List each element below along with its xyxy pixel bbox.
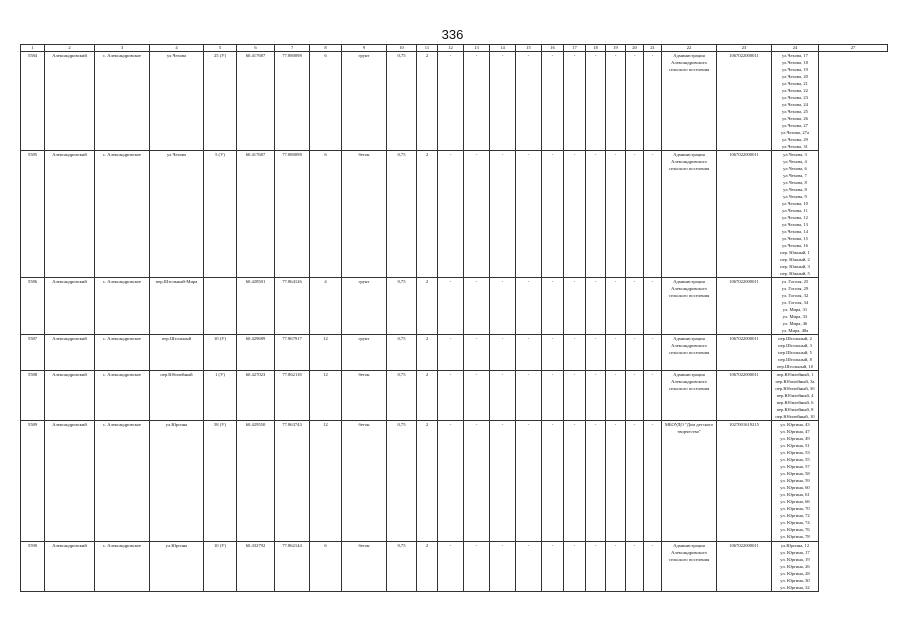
empty-value-cell: - [438, 151, 464, 278]
empty-value-cell: - [606, 421, 626, 542]
addresses-cell [772, 52, 819, 151]
address-line: ул. Юргина, 32 [780, 585, 810, 590]
address-line: ул. Юргина, 53 [780, 450, 810, 455]
address-line: пер.Штольный, 3 [778, 343, 812, 348]
settlement-cell: с. Александровское [95, 421, 150, 542]
column-header: 5 [204, 45, 237, 52]
address-line: ул.Чехова, 16 [782, 243, 808, 248]
row-number-cell: 5589 [21, 421, 45, 542]
address-line: пер. Южный, 5 [780, 271, 810, 276]
empty-value-cell: - [626, 421, 644, 542]
empty-value-cell: - [542, 421, 564, 542]
latitude-cell: 60.427023 [237, 371, 275, 421]
address-line: ул.Чехова, 31 [782, 144, 808, 149]
container-count-cell: 2 [417, 421, 438, 542]
addresses-cell [772, 421, 819, 542]
addresses-cell [772, 151, 819, 278]
address-line: ул.Чехова, 14 [782, 229, 808, 234]
address-line: пер.Штольный, 2 [778, 336, 812, 341]
latitude-cell: 60.432792 [237, 542, 275, 592]
empty-value-cell: - [644, 371, 662, 421]
column-header: 11 [417, 45, 438, 52]
column-header: 17 [564, 45, 586, 52]
column-header: 6 [237, 45, 275, 52]
container-count-cell: 2 [417, 151, 438, 278]
empty-value-cell: - [542, 335, 564, 371]
address-line: пер.Штольный, 5 [778, 350, 812, 355]
empty-value-cell: - [464, 151, 490, 278]
empty-value-cell: - [626, 151, 644, 278]
settlement-cell: с. Александровское [95, 52, 150, 151]
ogrn-cell: 1067022000011 [717, 52, 772, 151]
volume-cell: 0,75 [387, 335, 417, 371]
container-count-cell: 2 [417, 542, 438, 592]
empty-value-cell: - [564, 371, 586, 421]
empty-value-cell: - [490, 52, 516, 151]
column-header: 4 [150, 45, 204, 52]
address-line: ул. Юргина, 57 [780, 464, 810, 469]
empty-value-cell: - [586, 421, 606, 542]
empty-value-cell: - [516, 52, 542, 151]
empty-value-cell: - [516, 278, 542, 335]
longitude-cell: 77.862144 [275, 542, 310, 592]
area-cell: 6 [310, 542, 342, 592]
address-line: ул.Чехова, 24 [782, 102, 808, 107]
addresses-cell [772, 542, 819, 592]
address-line: ул.Чехова, 18 [782, 60, 808, 65]
addresses-cell [772, 335, 819, 371]
table-row [21, 52, 888, 151]
container-count-cell: 2 [417, 371, 438, 421]
empty-value-cell: - [438, 335, 464, 371]
owner-cell: Администрация Александровского сельского поселения [662, 371, 717, 421]
house-cell [204, 278, 237, 335]
table-row [21, 335, 888, 371]
empty-value-cell: - [644, 335, 662, 371]
column-header: 15 [516, 45, 542, 52]
empty-value-cell: - [606, 52, 626, 151]
empty-value-cell: - [644, 52, 662, 151]
ogrn-cell: 1067022000011 [717, 542, 772, 592]
address-line: ул.Чехова, 29 [782, 137, 808, 142]
surface-cell: бетон [342, 151, 387, 278]
empty-value-cell: - [564, 542, 586, 592]
address-line: ул.Чехова, 6 [783, 166, 807, 171]
address-line: ул.Чехова, 20 [782, 74, 808, 79]
owner-cell: Администрация Александровского сельского поселения [662, 151, 717, 278]
address-line: ул.Чехова, 11 [782, 208, 808, 213]
row-number-cell: 5590 [21, 542, 45, 592]
address-line: ул.Чехова, 8 [783, 180, 807, 185]
ogrn-cell: 1067022000011 [717, 151, 772, 278]
empty-value-cell: - [464, 335, 490, 371]
empty-value-cell: - [464, 542, 490, 592]
area-cell: 12 [310, 371, 342, 421]
empty-value-cell: - [564, 278, 586, 335]
volume-cell: 0,75 [387, 542, 417, 592]
surface-cell: бетон [342, 421, 387, 542]
longitude-cell: 77.867917 [275, 335, 310, 371]
settlement-cell: с. Александровское [95, 335, 150, 371]
owner-cell: МБОУДО "Дом детского творчества" [662, 421, 717, 542]
address-line: ул.Чехова, 13 [782, 222, 808, 227]
empty-value-cell: - [490, 335, 516, 371]
house-cell: 25 (У) [204, 52, 237, 151]
table-row [21, 542, 888, 592]
district-cell: Александровский [45, 542, 95, 592]
table-body [21, 52, 888, 592]
owner-cell: Администрация Александровского сельского поселения [662, 52, 717, 151]
empty-value-cell: - [464, 52, 490, 151]
house-cell: 10 (У) [204, 542, 237, 592]
column-header: 22 [662, 45, 717, 52]
address-line: ул. Юргина, 61 [780, 492, 810, 497]
longitude-cell: 77.880098 [275, 151, 310, 278]
address-line: ул. Юргина, 76 [780, 527, 810, 532]
street-cell: ул.Чехова [150, 151, 204, 278]
column-header: 16 [542, 45, 564, 52]
column-header: 21 [644, 45, 662, 52]
district-cell: Александровский [45, 421, 95, 542]
district-cell: Александровский [45, 371, 95, 421]
address-line: ул. Юргина, 26 [780, 564, 810, 569]
longitude-cell: 77.864126 [275, 278, 310, 335]
empty-value-cell: - [564, 335, 586, 371]
empty-value-cell: - [586, 371, 606, 421]
empty-value-cell: - [586, 335, 606, 371]
address-line: ул. Юргина, 55 [780, 457, 810, 462]
empty-value-cell: - [542, 278, 564, 335]
container-count-cell: 2 [417, 52, 438, 151]
column-header: 10 [387, 45, 417, 52]
empty-value-cell: - [490, 542, 516, 592]
empty-value-cell: - [516, 151, 542, 278]
container-count-cell: 2 [417, 278, 438, 335]
column-header: 8 [310, 45, 342, 52]
district-cell: Александровский [45, 335, 95, 371]
address-line: ул. Юргина, 70 [780, 506, 810, 511]
empty-value-cell: - [644, 421, 662, 542]
table-row [21, 371, 888, 421]
empty-value-cell: - [490, 371, 516, 421]
surface-cell: грунт [342, 278, 387, 335]
empty-value-cell: - [438, 52, 464, 151]
address-line: ул. Гоголя, 29 [781, 286, 809, 291]
latitude-cell: 60.429689 [237, 335, 275, 371]
address-line: ул. Мира, 31 [782, 307, 808, 312]
address-line: ул. Юргина, 49 [780, 436, 810, 441]
empty-value-cell: - [438, 542, 464, 592]
empty-value-cell: - [606, 151, 626, 278]
address-line: ул. Юргина, 74 [780, 520, 810, 525]
address-line: ул. Юргина, 17 [780, 550, 810, 555]
empty-value-cell: - [564, 151, 586, 278]
address-line: ул.Чехова, 22 [782, 88, 808, 93]
row-number-cell: 5584 [21, 52, 45, 151]
address-line: ул. Юргина, 47 [780, 429, 810, 434]
area-cell: 12 [310, 335, 342, 371]
settlement-cell: с. Александровское [95, 542, 150, 592]
latitude-cell: 60.428501 [237, 278, 275, 335]
empty-value-cell: - [626, 278, 644, 335]
address-line: пер. Южный, 1 [780, 250, 810, 255]
address-line: ул.Чехова, 27а [781, 130, 809, 135]
column-header: 3 [95, 45, 150, 52]
empty-value-cell: - [438, 421, 464, 542]
house-cell: 58 (У) [204, 421, 237, 542]
address-line: ул. Юргина, 78 [780, 534, 810, 539]
street-cell: ул.Юргина [150, 421, 204, 542]
address-line: пер.Юбилейный, 8 [776, 407, 814, 412]
district-cell: Александровский [45, 278, 95, 335]
address-line: ул. Юргина, 72 [780, 513, 810, 518]
empty-value-cell: - [542, 542, 564, 592]
street-cell: пер.Штольный [150, 335, 204, 371]
surface-cell: грунт [342, 335, 387, 371]
addresses-cell [772, 278, 819, 335]
address-line: ул. Мира, 46 [782, 321, 808, 326]
settlement-cell: с. Александровское [95, 278, 150, 335]
address-line: ул. Юргина, 30 [780, 578, 810, 583]
empty-value-cell: - [542, 52, 564, 151]
address-line: пер. Южный, 3 [780, 264, 810, 269]
settlement-cell: с. Александровское [95, 371, 150, 421]
address-line: ул. Юргина, 51 [780, 443, 810, 448]
empty-value-cell: - [626, 542, 644, 592]
address-line: ул.Чехова, 15 [782, 236, 808, 241]
empty-value-cell: - [516, 371, 542, 421]
address-line: пер.Штольный, 10 [776, 364, 814, 369]
column-header: 7 [275, 45, 310, 52]
empty-value-cell: - [626, 371, 644, 421]
empty-value-cell: - [644, 151, 662, 278]
column-header: 13 [464, 45, 490, 52]
longitude-cell: 77.863743 [275, 421, 310, 542]
address-line: ул.Чехова, 19 [782, 67, 808, 72]
address-line: ул.Чехова, 7 [783, 173, 807, 178]
area-cell: 6 [310, 52, 342, 151]
address-line: ул.Чехова, 8 [783, 187, 807, 192]
address-line: ул. Юргина, 43 [780, 422, 810, 427]
address-line: ул.Чехова, 21 [782, 81, 808, 86]
address-line: ул.Чехова, 10 [782, 201, 808, 206]
empty-value-cell: - [606, 542, 626, 592]
empty-value-cell: - [464, 421, 490, 542]
column-header: 9 [342, 45, 387, 52]
addresses-cell [772, 371, 819, 421]
address-line: ул.Юргина, 12 [780, 543, 810, 548]
longitude-cell: 77.880098 [275, 52, 310, 151]
volume-cell: 0,75 [387, 371, 417, 421]
address-line: пер.Юбилейный, 4 [776, 393, 814, 398]
address-line: ул.Чехова, 26 [782, 116, 808, 121]
row-number-cell: 5586 [21, 278, 45, 335]
street-cell: ул.Юргина [150, 542, 204, 592]
column-header: 2 [45, 45, 95, 52]
address-line: ул. Гоголя, 32 [781, 293, 809, 298]
empty-value-cell: - [464, 278, 490, 335]
empty-value-cell: - [586, 151, 606, 278]
area-cell: 4 [310, 278, 342, 335]
address-line: ул. Юргина, 58 [780, 471, 810, 476]
address-line: ул. Юргина, 28 [780, 571, 810, 576]
address-line: ул. Юргина, 60 [780, 485, 810, 490]
address-line: пер. Южный, 2 [780, 257, 810, 262]
page-number: 336 [441, 27, 464, 42]
column-header: 24 [772, 45, 819, 52]
empty-value-cell: - [606, 371, 626, 421]
address-line: ул. Мира, 48а [781, 328, 809, 333]
address-line: ул.Чехова, 3 [783, 152, 807, 157]
empty-value-cell: - [438, 371, 464, 421]
owner-cell: Администрация Александровского сельского поселения [662, 278, 717, 335]
district-cell: Александровский [45, 151, 95, 278]
latitude-cell: 60.429550 [237, 421, 275, 542]
longitude-cell: 77.862118 [275, 371, 310, 421]
empty-value-cell: - [564, 421, 586, 542]
volume-cell: 0,75 [387, 278, 417, 335]
address-line: пер.Юбилейный, 3а [775, 379, 815, 384]
column-header: 19 [606, 45, 626, 52]
house-cell: 10 (У) [204, 335, 237, 371]
empty-value-cell: - [516, 421, 542, 542]
address-line: ул.Чехова, 17 [782, 53, 808, 58]
street-cell: ул.Чехова [150, 52, 204, 151]
address-line: пер.Юбилейный, 1 [776, 372, 814, 377]
column-header: 1 [21, 45, 45, 52]
empty-value-cell: - [606, 278, 626, 335]
empty-value-cell: - [564, 52, 586, 151]
column-header: 18 [586, 45, 606, 52]
table-row [21, 151, 888, 278]
column-header: 14 [490, 45, 516, 52]
empty-value-cell: - [644, 278, 662, 335]
ogrn-cell: 1027001619215 [717, 421, 772, 542]
register-table [20, 44, 888, 592]
address-line: ул. Гоголя, 25 [781, 279, 809, 284]
address-line: пер.Штольный, 8 [778, 357, 812, 362]
ogrn-cell: 1067022000011 [717, 371, 772, 421]
table-row [21, 421, 888, 542]
settlement-cell: с. Александровское [95, 151, 150, 278]
house-cell: 1 (У) [204, 371, 237, 421]
latitude-cell: 60.417687 [237, 151, 275, 278]
surface-cell: бетон [342, 542, 387, 592]
address-line: ул.Чехова, 23 [782, 95, 808, 100]
column-number-row [21, 45, 888, 52]
empty-value-cell: - [464, 371, 490, 421]
area-cell: 12 [310, 421, 342, 542]
container-count-cell: 2 [417, 335, 438, 371]
address-line: ул.Чехова, 25 [782, 109, 808, 114]
surface-cell: бетон [342, 371, 387, 421]
address-line: ул.Чехова, 4 [783, 159, 807, 164]
address-line: ул.Чехова, 27 [782, 123, 808, 128]
volume-cell: 0,75 [387, 151, 417, 278]
column-header: 12 [438, 45, 464, 52]
address-line: пер.Юбилейный, 3б [775, 386, 815, 391]
owner-cell: Администрация Александровского сельского поселения [662, 335, 717, 371]
address-line: ул. Юргина, 59 [780, 478, 810, 483]
row-number-cell: 5585 [21, 151, 45, 278]
empty-value-cell: - [516, 335, 542, 371]
volume-cell: 0,75 [387, 421, 417, 542]
address-line: ул.Чехова, 9 [783, 194, 807, 199]
volume-cell: 0,75 [387, 52, 417, 151]
address-line: ул. Мира, 33 [782, 314, 808, 319]
empty-value-cell: - [626, 52, 644, 151]
empty-value-cell: - [490, 278, 516, 335]
address-line: ул. Гоголя, 34 [781, 300, 809, 305]
empty-value-cell: - [516, 542, 542, 592]
address-line: ул. Юргина, 66 [780, 499, 810, 504]
empty-value-cell: - [626, 335, 644, 371]
ogrn-cell: 1067022000011 [717, 335, 772, 371]
column-header: 27 [819, 45, 888, 52]
empty-value-cell: - [490, 421, 516, 542]
row-number-cell: 5588 [21, 371, 45, 421]
district-cell: Александровский [45, 52, 95, 151]
address-line: пер.Юбилейный, 10 [775, 414, 815, 419]
empty-value-cell: - [606, 335, 626, 371]
address-line: ул.Чехова, 12 [782, 215, 808, 220]
street-cell: пер.Юбилейный [150, 371, 204, 421]
empty-value-cell: - [644, 542, 662, 592]
address-line: пер.Юбилейный, 6 [776, 400, 814, 405]
column-header: 23 [717, 45, 772, 52]
latitude-cell: 60.417687 [237, 52, 275, 151]
surface-cell: грунт [342, 52, 387, 151]
street-cell: пер.Штольный-Мира [150, 278, 204, 335]
empty-value-cell: - [586, 52, 606, 151]
empty-value-cell: - [586, 542, 606, 592]
empty-value-cell: - [490, 151, 516, 278]
row-number-cell: 5587 [21, 335, 45, 371]
empty-value-cell: - [542, 371, 564, 421]
house-cell: 5 (У) [204, 151, 237, 278]
table-row [21, 278, 888, 335]
address-line: ул. Юргина, 19 [780, 557, 810, 562]
ogrn-cell: 1067022000011 [717, 278, 772, 335]
owner-cell: Администрация Александровского сельского поселения [662, 542, 717, 592]
area-cell: 6 [310, 151, 342, 278]
empty-value-cell: - [438, 278, 464, 335]
column-header: 20 [626, 45, 644, 52]
empty-value-cell: - [586, 278, 606, 335]
empty-value-cell: - [542, 151, 564, 278]
